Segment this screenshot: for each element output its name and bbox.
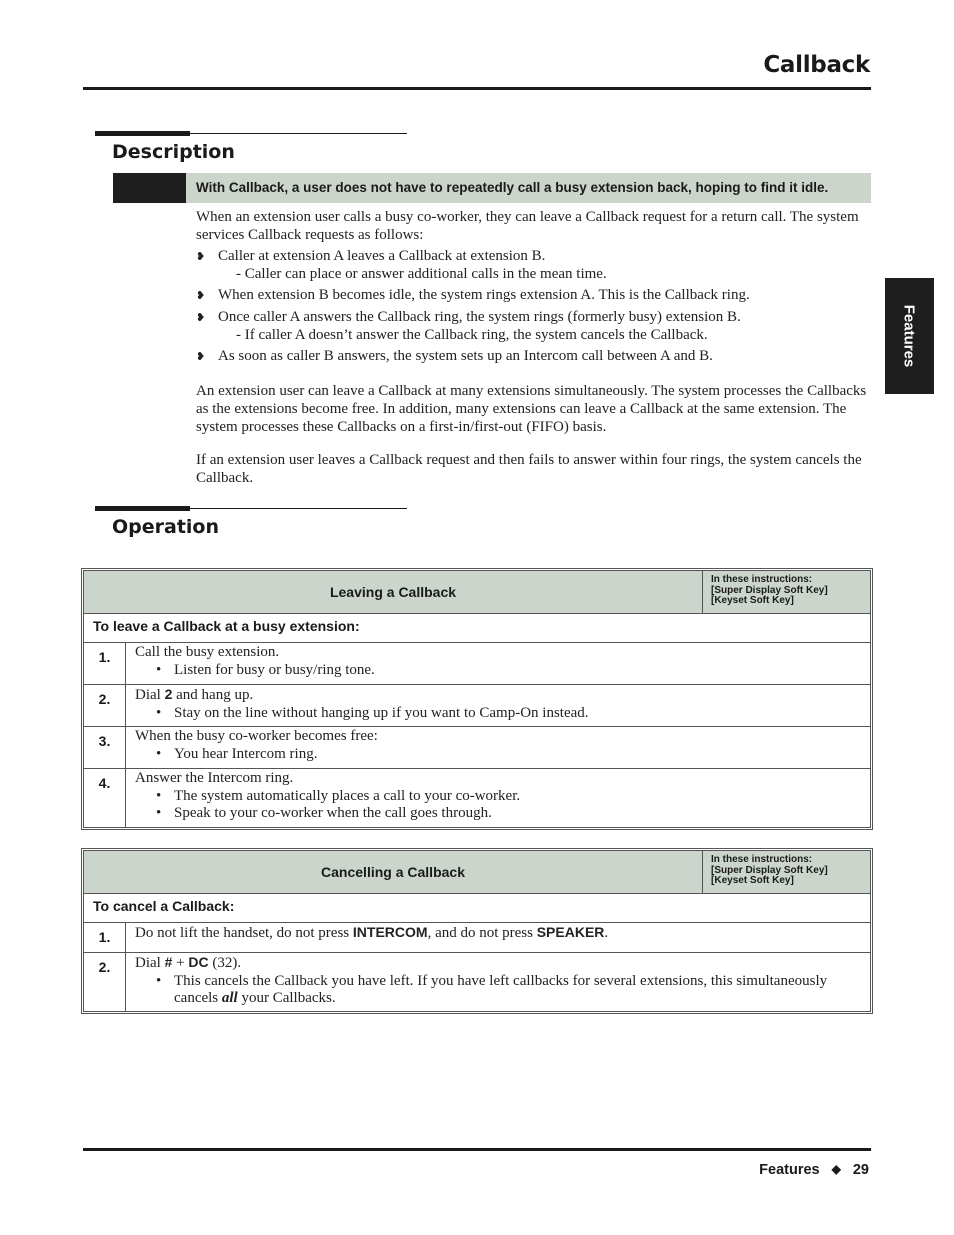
section-rule-thin [95, 508, 407, 509]
step-number: 2. [84, 953, 126, 1012]
table-row [84, 953, 871, 1012]
step-number: 3. [84, 727, 126, 769]
step-number: 2. [84, 685, 126, 727]
operation-heading: Operation [112, 516, 220, 538]
footer-section: Features [759, 1162, 820, 1178]
step-content: When the busy co-worker becomes free: • You hear Intercom ring. [126, 727, 871, 769]
key-label: # [164, 954, 173, 970]
bullet-arrow-icon: ❥ [196, 251, 206, 263]
table-title: Leaving a Callback [84, 571, 703, 614]
step-number: 1. [84, 923, 126, 953]
description-paragraph-1: When an extension user calls a busy co-worker, they can leave a Callback request for a return call. The system services Callback requests as follows: [196, 209, 859, 243]
key-label: 2 [164, 686, 173, 702]
step-content: Dial 2 and hang up. • Stay on the line without hanging up if you want to Camp-On instead. [126, 685, 871, 727]
side-tab-label: Features [900, 304, 918, 368]
table-title: Cancelling a Callback [84, 851, 703, 894]
key-label: SPEAKER [536, 924, 605, 940]
step-number: 1. [84, 643, 126, 685]
table-row [84, 923, 871, 953]
description-heading: Description [112, 141, 235, 163]
footer-rule [83, 1148, 871, 1151]
step-content: Call the busy extension. • Listen for busy or busy/ring tone. [126, 643, 871, 685]
page-title: Callback [763, 52, 870, 78]
section-rule-thin [95, 133, 407, 134]
intro-marker [113, 173, 186, 203]
key-label: DC [188, 954, 209, 970]
intro-summary: With Callback, a user does not have to repeatedly call a busy extension back, hoping to find it idle. [186, 173, 871, 203]
step-content: Do not lift the handset, do not press INTERCOM, and do not press SPEAKER. [126, 923, 871, 953]
bullet-arrow-icon: ❥ [196, 290, 206, 302]
diamond-icon: ◆ [831, 1162, 841, 1176]
table-row [84, 685, 871, 727]
bullet-subitem: - If caller A doesn’t answer the Callback ring, the system cancels the Callback. [236, 327, 708, 343]
description-paragraph-2: An extension user can leave a Callback at many extensions simultaneously. The system processes the Callbacks as the extensions become free. In addition, many extensions can leave a Callback at the same extension. The system processes these Callbacks on a first-in/first-out (FIFO) basis. [196, 383, 867, 435]
table-subtitle: To cancel a Callback: [84, 894, 871, 923]
table-row [84, 727, 871, 769]
key-legend: In these instructions: [Super Display Soft Key] [Keyset Soft Key] [703, 571, 871, 614]
header-rule [83, 87, 871, 90]
bullet-subitem: - Caller can place or answer additional calls in the mean time. [236, 266, 607, 282]
footer [759, 1162, 869, 1178]
leaving-callback-table [83, 570, 871, 828]
cancelling-callback-table [83, 850, 871, 1012]
page-number: 29 [852, 1162, 869, 1178]
step-content: Dial # + DC (32). • This cancels the Callback you have left. If you have left callbacks for several extensions, this simultaneously cancels all your Callbacks. [126, 953, 871, 1012]
table-row [84, 643, 871, 685]
key-legend: In these instructions: [Super Display Soft Key] [Keyset Soft Key] [703, 851, 871, 894]
bullet-arrow-icon: ❥ [196, 312, 206, 324]
bullet-arrow-icon: ❥ [196, 351, 206, 363]
step-content: Answer the Intercom ring. • The system automatically places a call to your co-worker. • Speak to your co-worker when the call goes through. [126, 769, 871, 828]
table-row [84, 769, 871, 828]
side-tab [885, 278, 934, 394]
table-subtitle: To leave a Callback at a busy extension: [84, 614, 871, 643]
step-number: 4. [84, 769, 126, 828]
description-paragraph-3: If an extension user leaves a Callback request and then fails to answer within four rings, the system cancels the Callback. [196, 452, 862, 486]
key-label: INTERCOM [352, 924, 428, 940]
